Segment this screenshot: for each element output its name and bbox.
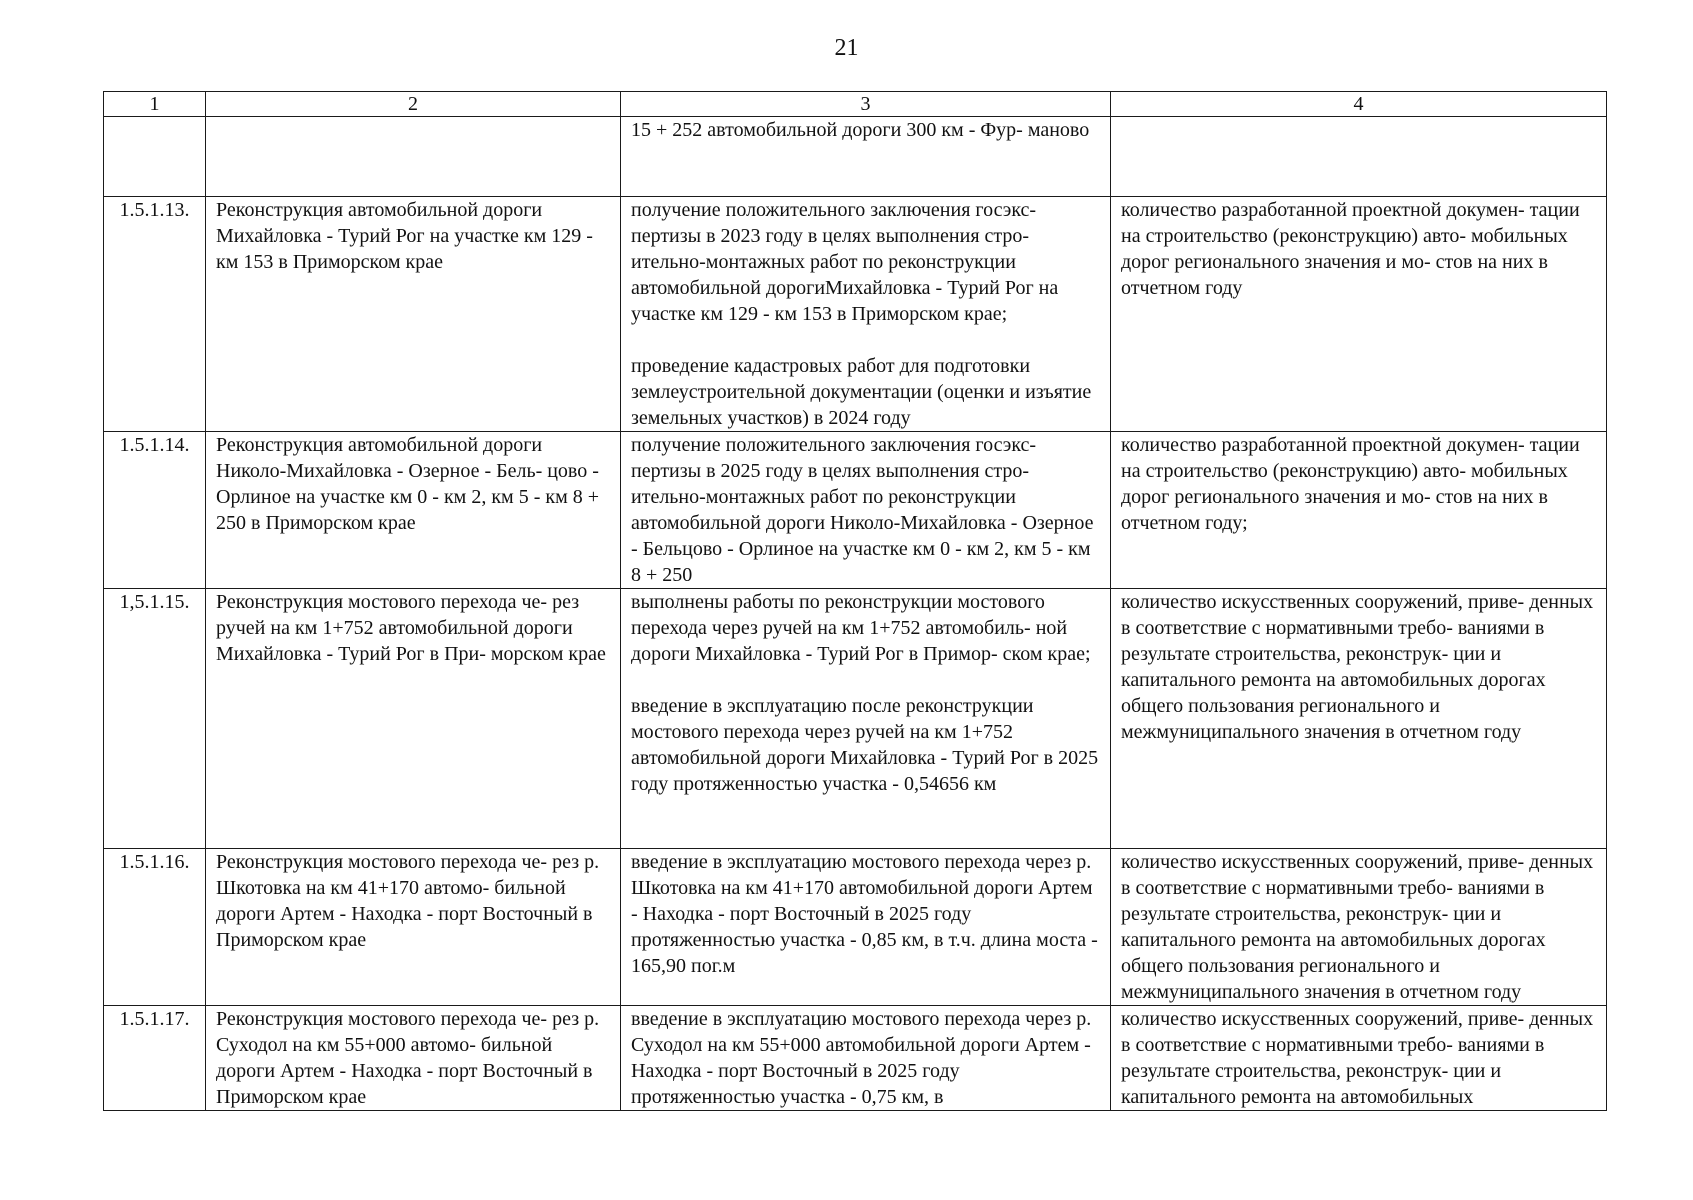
result-paragraph: получение положительного заключения госэкс- пертизы в 2025 году в целях выполнения стро- ительно-монтажных работ по реконструкции автомобильной дороги Николо-Михайловка - Озерное - Бельцово - Орлиное на участке км 0 - км 2, км 5 - км 8 + 250 — [631, 434, 1094, 586]
table-row — [104, 117, 1607, 197]
table-row — [104, 432, 1607, 589]
indicator: количество искусственных сооружений, приве- денных в соответствие с нормативными требо- ваниями в результате строительства, реконструк- ции и капитального ремонта на автомобильных дорогах общего пользования регионального и межмуниципального значения в отчетном году — [1111, 589, 1607, 849]
measure-name: Реконструкция мостового перехода че- рез р. Суходол на км 55+000 автомо- бильной дороги Артем - Находка - порт Восточный в Приморском крае — [206, 1006, 621, 1111]
column-header-4: 4 — [1111, 92, 1607, 117]
table-row — [104, 589, 1607, 849]
indicator — [1111, 117, 1607, 197]
measure-name: Реконструкция мостового перехода че- рез ручей на км 1+752 автомобильной дороги Михайловка - Турий Рог в При- морском крае — [206, 589, 621, 849]
page-number: 21 — [834, 35, 859, 61]
expected-results — [621, 117, 1111, 197]
measure-name: Реконструкция мостового перехода че- рез р. Шкотовка на км 41+170 автомо- бильной дороги Артем - Находка - порт Восточный в Приморском крае — [206, 849, 621, 1006]
indicator: количество разработанной проектной докумен- тации на строительство (реконструкцию) авто- мобильных дорог регионального значения и мо- стов на них в отчетном году — [1111, 197, 1607, 432]
expected-results — [621, 1006, 1111, 1111]
row-number — [104, 117, 206, 197]
row-number: 1.5.1.16. — [104, 849, 206, 1006]
result-paragraph: введение в эксплуатацию после реконструкции мостового перехода через ручей на км 1+752 автомобильной дороги Михайловка - Турий Рог в 2025 году протяженностью участка - 0,54656 км — [631, 695, 1099, 795]
expected-results — [621, 589, 1111, 849]
indicator: количество разработанной проектной докумен- тации на строительство (реконструкцию) авто- мобильных дорог регионального значения и мо- стов на них в отчетном году; — [1111, 432, 1607, 589]
result-paragraph: 15 + 252 автомобильной дороги 300 км - Фур- маново — [631, 119, 1090, 141]
indicator: количество искусственных сооружений, приве- денных в соответствие с нормативными требо- ваниями в результате строительства, реконструк- ции и капитального ремонта на автомобильных — [1111, 1006, 1607, 1111]
column-header-1: 1 — [104, 92, 206, 117]
expected-results — [621, 197, 1111, 432]
row-number: 1.5.1.13. — [104, 197, 206, 432]
row-number: 1.5.1.17. — [104, 1006, 206, 1111]
row-number: 1.5.1.14. — [104, 432, 206, 589]
result-paragraph: выполнены работы по реконструкции мостового перехода через ручей на км 1+752 автомобиль- ной дороги Михайловка - Турий Рог в Примор- ском крае; — [631, 591, 1091, 665]
row-number: 1,5.1.15. — [104, 589, 206, 849]
column-header-2: 2 — [206, 92, 621, 117]
result-paragraph: введение в эксплуатацию мостового перехода через р. Шкотовка на км 41+170 автомобильной дороги Артем - Находка - порт Восточный в 2025 году протяженностью участка - 0,85 км, в т.ч. длина моста - 165,90 пог.м — [631, 851, 1098, 977]
table-row — [104, 849, 1607, 1006]
table-row — [104, 1006, 1607, 1111]
indicator: количество искусственных сооружений, приве- денных в соответствие с нормативными требо- ваниями в результате строительства, реконструк- ции и капитального ремонта на автомобильных дорогах общего пользования регионального и межмуниципального значения в отчетном году — [1111, 849, 1607, 1006]
measures-table — [103, 91, 1607, 1111]
column-header-3: 3 — [621, 92, 1111, 117]
measure-name: Реконструкция автомобильной дороги Михайловка - Турий Рог на участке км 129 - км 153 в Приморском крае — [206, 197, 621, 432]
table-row — [104, 197, 1607, 432]
result-paragraph: введение в эксплуатацию мостового перехода через р. Суходол на км 55+000 автомобильной дороги Артем - Находка - порт Восточный в 2025 году протяженностью участка - 0,75 км, в — [631, 1008, 1092, 1108]
header-row — [104, 92, 1607, 117]
expected-results — [621, 432, 1111, 589]
result-paragraph: получение положительного заключения госэкс- пертизы в 2023 году в целях выполнения стро- ительно-монтажных работ по реконструкции автомобильной дорогиМихайловка - Турий Рог на участке км 129 - км 153 в Приморском крае; — [631, 199, 1059, 325]
measure-name: Реконструкция автомобильной дороги Николо-Михайловка - Озерное - Бель- цово - Орлиное на участке км 0 - км 2, км 5 - км 8 + 250 в Приморском крае — [206, 432, 621, 589]
expected-results — [621, 849, 1111, 1006]
result-paragraph: проведение кадастровых работ для подготовки землеустроительной документации (оценки и изъятие земельных участков) в 2024 году — [631, 355, 1092, 429]
measure-name — [206, 117, 621, 197]
